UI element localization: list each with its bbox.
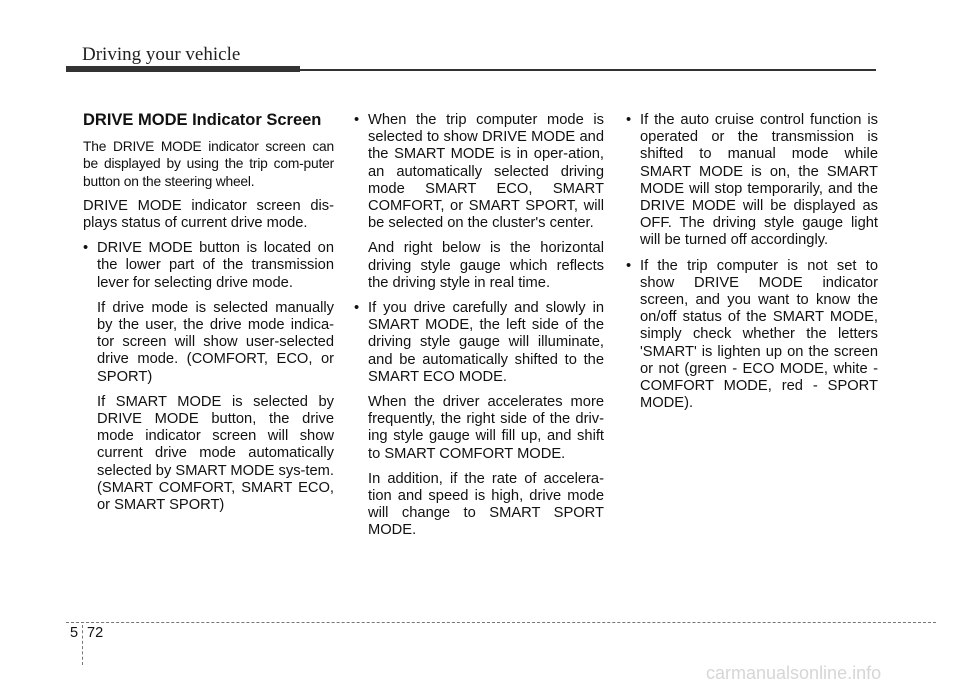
text-column-3 xyxy=(626,112,878,420)
running-header-title: Driving your vehicle xyxy=(82,44,241,65)
bullet-continuation: If drive mode is selected manually by the user, the drive mode indica-tor screen will show user-selected drive mode. (COMFORT, ECO, or SPORT) xyxy=(97,299,334,385)
bullet-continuation: And right below is the horizontal driving style gauge which reflects the driving style in real time. xyxy=(368,240,604,291)
header-rule-thick xyxy=(66,66,300,72)
section-title: DRIVE MODE Indicator Screen xyxy=(83,111,322,129)
text-column-2 xyxy=(354,112,604,548)
bullet-continuation: If SMART MODE is selected by DRIVE MODE button, the drive mode indicator screen will show current drive mode automatically selected by SMART MODE sys-tem. (SMART COMFORT, SMART ECO, or SMART SPORT) xyxy=(97,393,334,514)
watermark: carmanualsonline.info xyxy=(706,663,882,683)
page-number: 72 xyxy=(87,625,104,641)
bullet-item: • When the trip computer mode is selected to show DRIVE MODE and the SMART MODE is in oper-ation, an automatically selected driving mode SMART ECO, SMART COMFORT, or SMART SPORT, will be selected on the cluster's center. xyxy=(354,112,604,232)
bullet-item: • If the trip computer is not set to show DRIVE MODE indicator screen, and you want to know the on/off status of the SMART MODE, simply check whether the letters 'SMART' is lighten up on the screen or not (green - ECO MODE, white - COMFORT MODE, red - SPORT MODE). xyxy=(626,258,878,413)
bullet-continuation: In addition, if the rate of accelera-tion and speed is high, drive mode will change to SMART SPORT MODE. xyxy=(368,470,604,539)
chapter-number: 5 xyxy=(70,625,79,641)
paragraph: DRIVE MODE indicator screen dis-plays status of current drive mode. xyxy=(83,197,334,232)
bullet-continuation: When the driver accelerates more frequently, the right side of the driv-ing style gauge will fill up, and shift to SMART COMFORT MODE. xyxy=(368,394,604,462)
bullet-item: • DRIVE MODE button is located on the lower part of the transmission lever for selecting drive mode. xyxy=(83,240,334,292)
bullet-item: • If you drive carefully and slowly in SMART MODE, the left side of the driving style gauge will illuminate, and be automatically shifted to the SMART ECO MODE. xyxy=(354,300,604,386)
header-rule-thin xyxy=(300,69,876,71)
footer-rule xyxy=(66,622,936,623)
paragraph: The DRIVE MODE indicator screen can be displayed by using the trip com-puter button on the steering wheel. xyxy=(83,139,334,189)
footer-divider xyxy=(82,625,83,665)
text-column-1 xyxy=(83,112,334,522)
bullet-item: • If the auto cruise control function is operated or the transmission is shifted to manual mode while SMART MODE is on, the SMART MODE will stop temporarily, and the DRIVE MODE will be displayed as OFF. The driving style gauge light will be turned off accordingly. xyxy=(626,112,878,250)
